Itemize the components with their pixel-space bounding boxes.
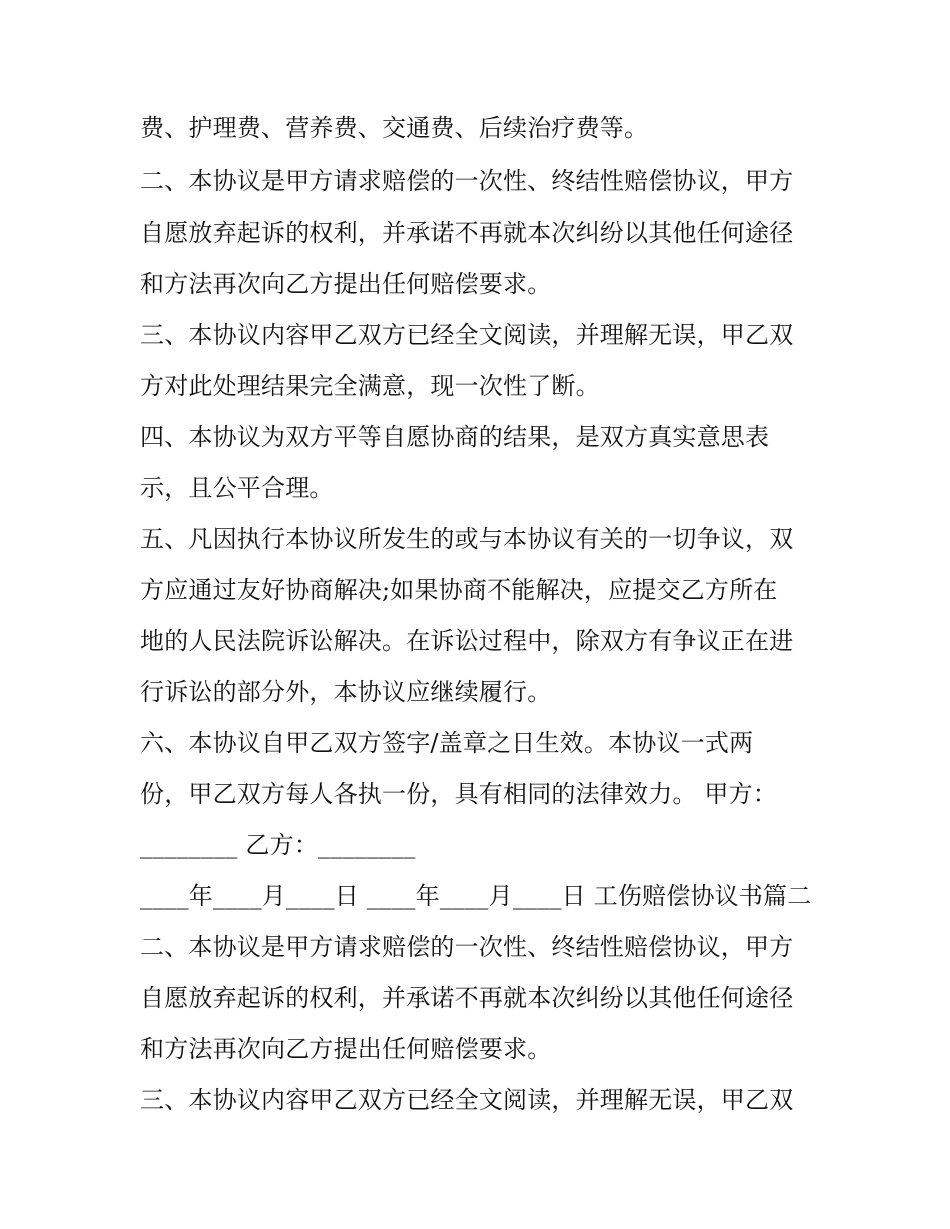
text-line: 二、本协议是甲方请求赔偿的一次性、终结性赔偿协议，甲方 — [140, 933, 794, 961]
text-line: 六、本协议自甲乙双方签字/盖章之日生效。本协议一式两 — [140, 729, 754, 757]
text-line: 三、本协议内容甲乙双方已经全文阅读，并理解无误，甲乙双 — [140, 1086, 794, 1114]
text-line: 三、本协议内容甲乙双方已经全文阅读，并理解无误，甲乙双 — [140, 321, 794, 349]
signature-line: ________ 乙方：________ — [140, 831, 416, 859]
text-line: 四、本协议为双方平等自愿协商的结果，是双方真实意思表 — [140, 423, 770, 451]
text-line: 自愿放弃起诉的权利，并承诺不再就本次纠纷以其他任何途径 — [140, 219, 794, 247]
date-line: ____年____月____日 ____年____月____日 工伤赔偿协议书篇二 — [140, 882, 812, 910]
text-line: 示，且公平合理。 — [140, 474, 334, 502]
text-line: 方对此处理结果完全满意，现一次性了断。 — [140, 372, 600, 400]
text-line: 行诉讼的部分外，本协议应继续履行。 — [140, 678, 552, 706]
text-line: 自愿放弃起诉的权利，并承诺不再就本次纠纷以其他任何途径 — [140, 984, 794, 1012]
text-line: 和方法再次向乙方提出任何赔偿要求。 — [140, 270, 552, 298]
text-line: 五、凡因执行本协议所发生的或与本协议有关的一切争议，双 — [140, 525, 794, 553]
text-line: 方应通过友好协商解决;如果协商不能解决，应提交乙方所在 — [140, 576, 778, 604]
text-line: 地的人民法院诉讼解决。在诉讼过程中，除双方有争议正在进 — [140, 627, 794, 655]
text-line: 费、护理费、营养费、交通费、后续治疗费等。 — [140, 114, 649, 142]
text-line: 和方法再次向乙方提出任何赔偿要求。 — [140, 1035, 552, 1063]
text-line: 份，甲乙双方每人各执一份，具有相同的法律效力。 甲方： — [140, 780, 778, 808]
text-line: 二、本协议是甲方请求赔偿的一次性、终结性赔偿协议，甲方 — [140, 167, 794, 195]
